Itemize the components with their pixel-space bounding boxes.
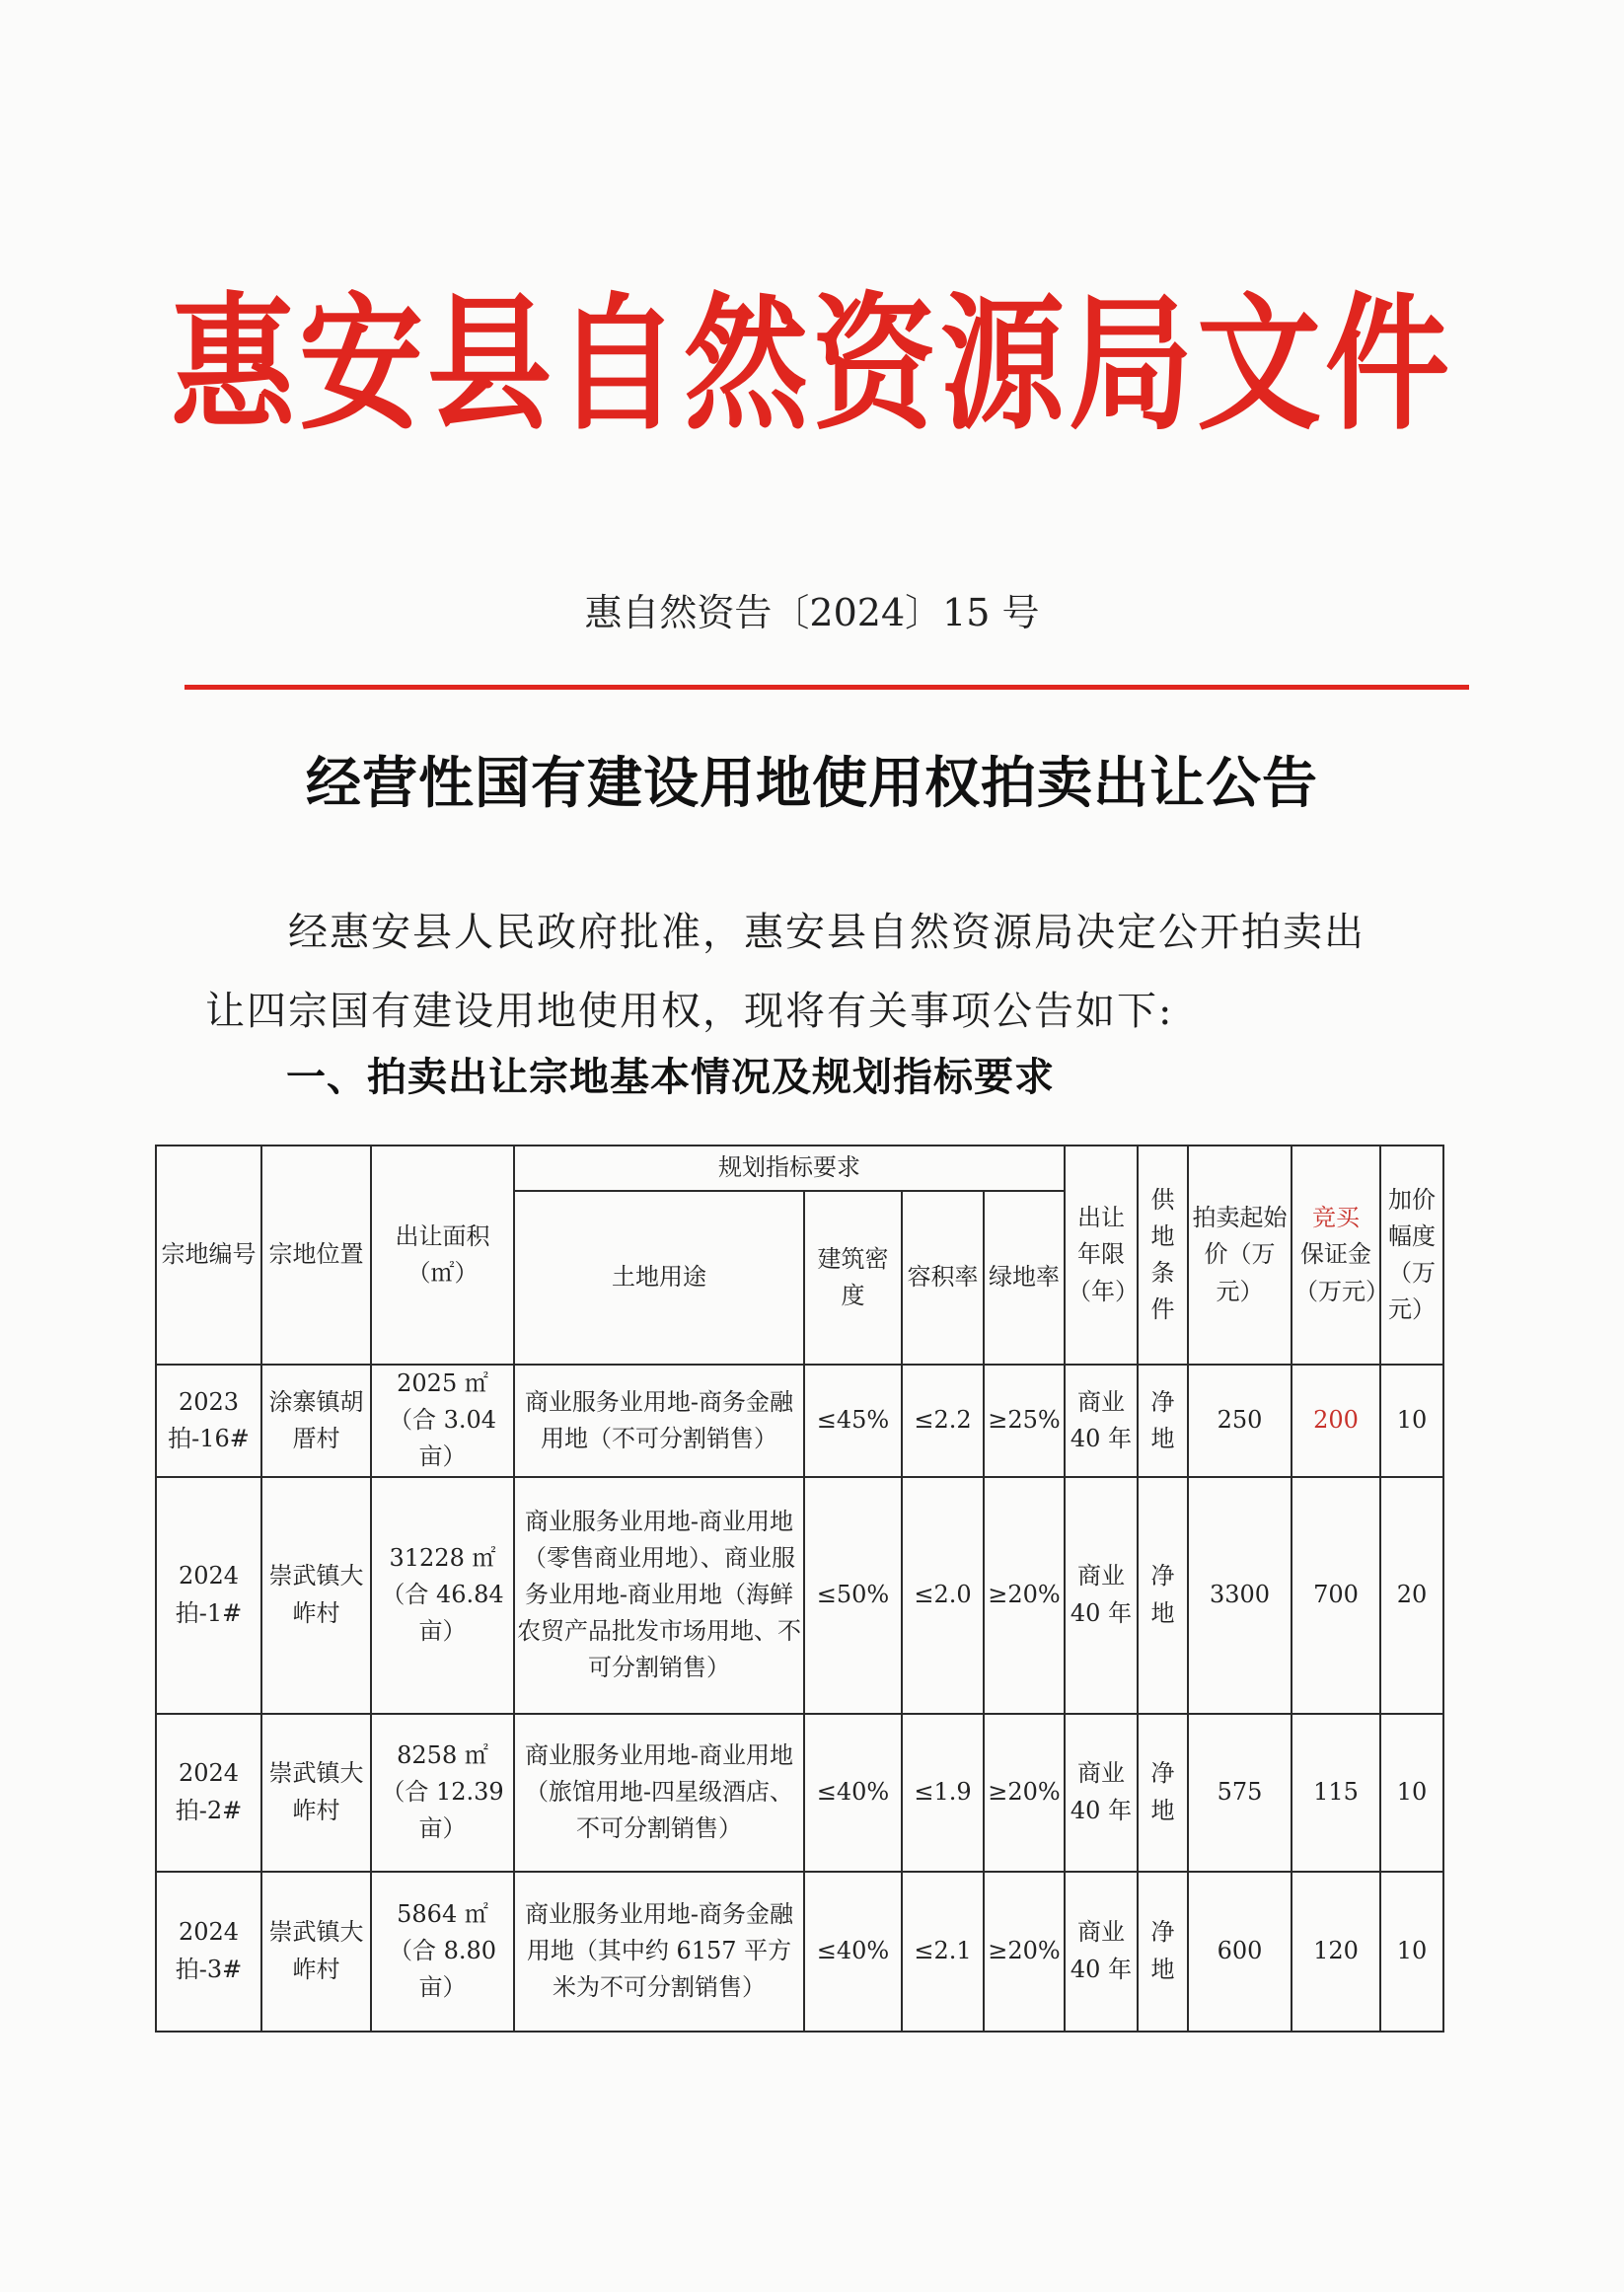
header-start-price: 拍卖起始价（万元） (1188, 1146, 1292, 1365)
cell-start-price: 575 (1188, 1714, 1292, 1872)
notice-title: 经营性国有建设用地使用权拍卖出让公告 (306, 751, 1318, 816)
cell-location: 涂寨镇胡厝村 (261, 1365, 371, 1477)
cell-density: ≤40% (804, 1714, 902, 1872)
cell-start-price: 3300 (1188, 1477, 1292, 1714)
cell-location: 崇武镇大岞村 (261, 1872, 371, 2032)
cell-area: 31228 ㎡（合 46.84 亩） (371, 1477, 514, 1714)
issuer-header-title: 惠安县自然资源局文件 (171, 277, 1453, 451)
cell-area: 5864 ㎡（合 8.80 亩） (371, 1872, 514, 2032)
table-row (156, 1365, 1443, 1477)
cell-density: ≤50% (804, 1477, 902, 1714)
header-building-density: 建筑密度 (804, 1191, 902, 1365)
cell-area: 8258 ㎡（合 12.39 亩） (371, 1714, 514, 1872)
cell-density: ≤40% (804, 1872, 902, 2032)
cell-deposit: 115 (1292, 1714, 1380, 1872)
header-land-use: 土地用途 (514, 1191, 804, 1365)
cell-term: 商业40 年 (1065, 1714, 1138, 1872)
cell-far: ≤1.9 (902, 1714, 984, 1872)
intro-line-2: 让四宗国有建设用地使用权，现将有关事项公告如下: (205, 989, 1174, 1034)
cell-increment: 10 (1380, 1714, 1443, 1872)
cell-land-use: 商业服务业用地-商业用地（旅馆用地-四星级酒店、不可分割销售） (514, 1714, 804, 1872)
cell-supply: 净地 (1138, 1714, 1188, 1872)
cell-start-price: 600 (1188, 1872, 1292, 2032)
cell-parcel-no: 2024 拍-3# (156, 1872, 261, 2032)
cell-parcel-no: 2024 拍-2# (156, 1714, 261, 1872)
header-planning-requirements: 规划指标要求 (514, 1146, 1065, 1191)
cell-deposit: 200 (1292, 1365, 1380, 1477)
cell-term: 商业40 年 (1065, 1365, 1138, 1477)
header-term: 出让年限（年） (1065, 1146, 1138, 1365)
table-row (156, 1872, 1443, 2032)
red-divider-line (185, 685, 1469, 690)
header-supply-condition: 供地条件 (1138, 1146, 1188, 1365)
cell-term: 商业40 年 (1065, 1477, 1138, 1714)
cell-deposit: 700 (1292, 1477, 1380, 1714)
cell-parcel-no: 2024 拍-1# (156, 1477, 261, 1714)
document-number: 惠自然资告〔2024〕15 号 (584, 591, 1040, 634)
header-area: 出让面积（㎡） (371, 1146, 514, 1365)
header-deposit (1292, 1146, 1389, 1365)
cell-supply: 净地 (1138, 1477, 1188, 1714)
table-row (156, 1477, 1443, 1714)
cell-supply: 净地 (1138, 1365, 1188, 1477)
land-parcel-table (155, 1145, 1444, 2033)
table-row (156, 1714, 1443, 1872)
cell-green: ≥20% (984, 1714, 1065, 1872)
header-deposit-part-a: 竞买 (1312, 1204, 1360, 1232)
cell-increment: 10 (1380, 1872, 1443, 2032)
header-increment: 加价幅度（万元） (1380, 1146, 1443, 1365)
cell-green: ≥20% (984, 1477, 1065, 1714)
cell-land-use: 商业服务业用地-商务金融用地（不可分割销售） (514, 1365, 804, 1477)
intro-paragraph (205, 893, 1453, 1051)
section-heading-1: 一、拍卖出让宗地基本情况及规划指标要求 (286, 1054, 1055, 1100)
header-location: 宗地位置 (261, 1146, 371, 1365)
cell-supply: 净地 (1138, 1872, 1188, 2032)
cell-location: 崇武镇大岞村 (261, 1714, 371, 1872)
header-green-ratio: 绿地率 (984, 1191, 1065, 1365)
header-floor-area-ratio: 容积率 (902, 1191, 984, 1365)
cell-land-use: 商业服务业用地-商务金融用地（其中约 6157 平方米为不可分割销售） (514, 1872, 804, 2032)
cell-green: ≥25% (984, 1365, 1065, 1477)
cell-area: 2025 ㎡（合 3.04 亩） (371, 1365, 514, 1477)
cell-far: ≤2.2 (902, 1365, 984, 1477)
cell-start-price: 250 (1188, 1365, 1292, 1477)
cell-land-use: 商业服务业用地-商业用地（零售商业用地）、商业服务业用地-商业用地（海鲜农贸产品批发市场用地、不可分割销售） (514, 1477, 804, 1714)
cell-far: ≤2.0 (902, 1477, 984, 1714)
cell-parcel-no: 2023 拍-16# (156, 1365, 261, 1477)
header-deposit-part-b: 保证金（万元） (1294, 1240, 1389, 1305)
cell-deposit: 120 (1292, 1872, 1380, 2032)
intro-line-1: 经惠安县人民政府批准，惠安县自然资源局决定公开拍卖出 (288, 910, 1366, 955)
cell-green: ≥20% (984, 1872, 1065, 2032)
cell-location: 崇武镇大岞村 (261, 1477, 371, 1714)
cell-far: ≤2.1 (902, 1872, 984, 2032)
header-parcel-no: 宗地编号 (156, 1146, 261, 1365)
cell-increment: 20 (1380, 1477, 1443, 1714)
cell-increment: 10 (1380, 1365, 1443, 1477)
cell-term: 商业40 年 (1065, 1872, 1138, 2032)
cell-density: ≤45% (804, 1365, 902, 1477)
